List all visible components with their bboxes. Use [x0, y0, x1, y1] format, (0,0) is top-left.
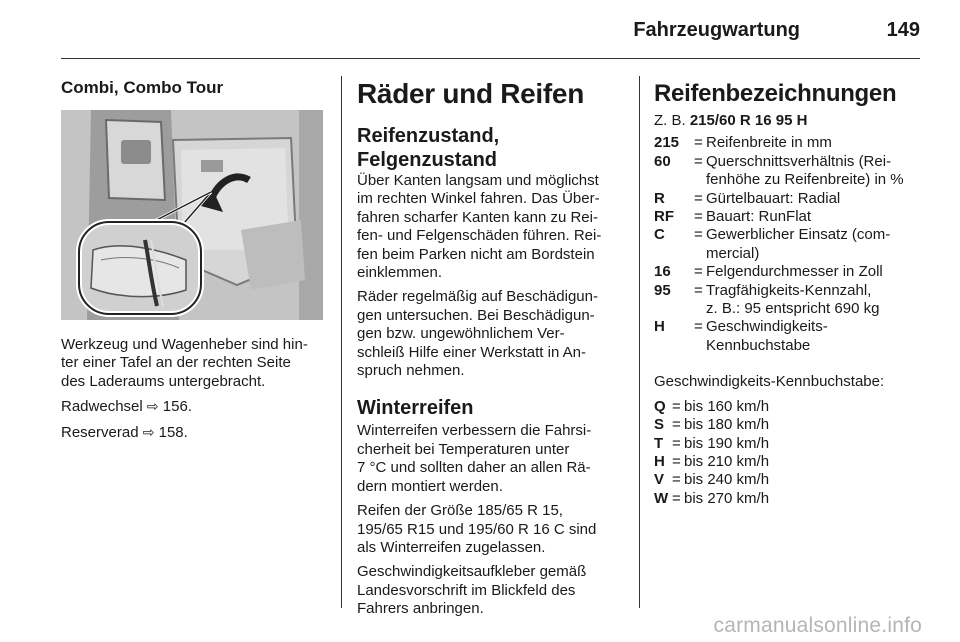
page-reference-icon: ⇨ — [142, 423, 155, 440]
heading-tyre-designations: Reifenbezeichnungen — [654, 80, 897, 107]
definition-description: Gewerblicher Einsatz (com- mercial) — [706, 226, 891, 262]
equals-sign: = — [672, 397, 681, 415]
definition-description: Geschwindigkeits- Kennbuchstabe — [706, 318, 828, 354]
definition-row — [654, 318, 924, 355]
spare-wheel-ref — [61, 423, 323, 442]
cargo-panel-illustration — [61, 110, 323, 320]
spare-wheel-label: Reserverad — [61, 423, 139, 441]
speed-row — [654, 416, 924, 434]
definition-description: bis 270 km/h — [684, 489, 770, 507]
equals-sign: = — [694, 263, 703, 281]
column-tyre-designations — [654, 78, 924, 508]
definition-row — [654, 208, 924, 226]
definition-term: 16 — [654, 263, 671, 281]
definition-row — [654, 282, 924, 319]
definition-description: Gürtelbauart: Radial — [706, 189, 841, 207]
winter-tyres-paragraph-1: Winterreifen verbessern die Fahrsi- cherheit bei Temperaturen unter 7 °C und sollten daher an allen Rä- dern montiert werden. — [357, 422, 592, 495]
page-number: 149 — [886, 19, 920, 41]
header-divider — [61, 58, 920, 59]
column-combi — [61, 78, 323, 442]
equals-sign: = — [694, 134, 703, 152]
definition-term: H — [654, 318, 665, 336]
column-divider-2 — [639, 76, 640, 608]
definition-term: 95 — [654, 281, 671, 299]
definition-description: bis 190 km/h — [684, 434, 770, 452]
wheel-change-page[interactable]: 156. — [162, 398, 192, 416]
equals-sign: = — [672, 452, 681, 470]
page-reference-icon: ⇨ — [146, 398, 159, 415]
definition-description: Reifenbreite in mm — [706, 134, 832, 152]
definition-term: H — [654, 452, 665, 470]
column-wheels-tyres — [357, 78, 623, 619]
storage-paragraph: Werkzeug und Wagenheber sind hin- ter einer Tafel an der rechten Seite des Laderaums untergebracht. — [61, 336, 308, 390]
definition-row — [654, 134, 924, 152]
column-divider-1 — [341, 76, 342, 608]
equals-sign: = — [694, 208, 703, 226]
tyre-definition-list — [654, 134, 924, 355]
definition-description: Felgendurchmesser in Zoll — [706, 263, 883, 281]
definition-description: Querschnittsverhältnis (Rei- fenhöhe zu Reifenbreite) in % — [706, 152, 904, 189]
speed-row — [654, 435, 924, 453]
example-value: 215/60 R 16 95 H — [689, 112, 808, 129]
speed-row — [654, 490, 924, 508]
example-prefix: Z. B. — [654, 112, 686, 129]
definition-description: bis 180 km/h — [684, 416, 770, 434]
equals-sign: = — [672, 434, 681, 452]
wheel-change-ref — [61, 397, 323, 416]
heading-tyre-condition: Reifenzustand, Felgenzustand — [357, 125, 500, 171]
definition-row — [654, 263, 924, 281]
definition-row — [654, 153, 924, 190]
definition-description: Tragfähigkeits-Kennzahl, z. B.: 95 entspricht 690 kg — [706, 281, 880, 318]
speed-index-list — [654, 398, 924, 508]
definition-term: R — [654, 189, 665, 207]
tyre-condition-paragraph-1: Über Kanten langsam und möglichst im rechten Winkel fahren. Das Über- fahren scharfer Kanten kann zu Rei- fen- und Felgenschäden führen. Rei- fen beim Parken nicht am Bordstein einklemmen. — [357, 172, 602, 282]
equals-sign: = — [694, 226, 703, 244]
definition-description: bis 160 km/h — [684, 397, 770, 415]
definition-term: C — [654, 226, 665, 244]
definition-description: bis 240 km/h — [684, 471, 770, 489]
definition-term: S — [654, 416, 665, 434]
equals-sign: = — [672, 416, 681, 434]
watermark: carmanualsonline.info — [713, 614, 922, 637]
equals-sign: = — [694, 152, 703, 170]
winter-tyres-paragraph-2: Reifen der Größe 185/65 R 15, 195/65 R15 und 195/60 R 16 C sind als Winterreifen zugelassen. — [357, 502, 597, 556]
wheel-change-label: Radwechsel — [61, 398, 143, 416]
speed-row — [654, 471, 924, 489]
equals-sign: = — [694, 189, 703, 207]
section-title-combi: Combi, Combo Tour — [61, 78, 224, 97]
definition-description: bis 210 km/h — [684, 452, 770, 470]
definition-term: RF — [654, 208, 674, 226]
tyre-condition-paragraph-2: Räder regelmäßig auf Beschädigun- gen untersuchen. Bei Beschädigun- gen bzw. ungewöhnlichem Ver- schleiß Hilfe einer Werkstatt in An- spruch nehmen. — [357, 288, 598, 380]
equals-sign: = — [694, 318, 703, 336]
definition-term: 60 — [654, 152, 671, 170]
speed-index-title: Geschwindigkeits-Kennbuchstabe: — [654, 373, 885, 391]
equals-sign: = — [672, 471, 681, 489]
winter-tyres-paragraph-3: Geschwindigkeitsaufkleber gemäß Landesvorschrift im Blickfeld des Fahrers anbringen. — [357, 563, 587, 618]
heading-winter-tyres: Winterreifen — [357, 397, 474, 420]
col1-text — [61, 336, 323, 442]
speed-row — [654, 398, 924, 416]
definition-row — [654, 190, 924, 208]
page-header-title: Fahrzeugwartung — [633, 19, 800, 41]
spare-wheel-page[interactable]: 158. — [158, 423, 188, 441]
definition-term: T — [654, 434, 664, 452]
definition-term: Q — [654, 397, 666, 415]
tyre-example — [654, 112, 924, 130]
definition-term: 215 — [654, 134, 680, 152]
definition-term: V — [654, 471, 665, 489]
speed-row — [654, 453, 924, 471]
equals-sign: = — [694, 281, 703, 299]
equals-sign: = — [672, 489, 681, 507]
heading-wheels-tyres: Räder und Reifen — [357, 78, 585, 109]
definition-term: W — [654, 489, 669, 507]
definition-row — [654, 226, 924, 263]
definition-description: Bauart: RunFlat — [706, 208, 812, 226]
